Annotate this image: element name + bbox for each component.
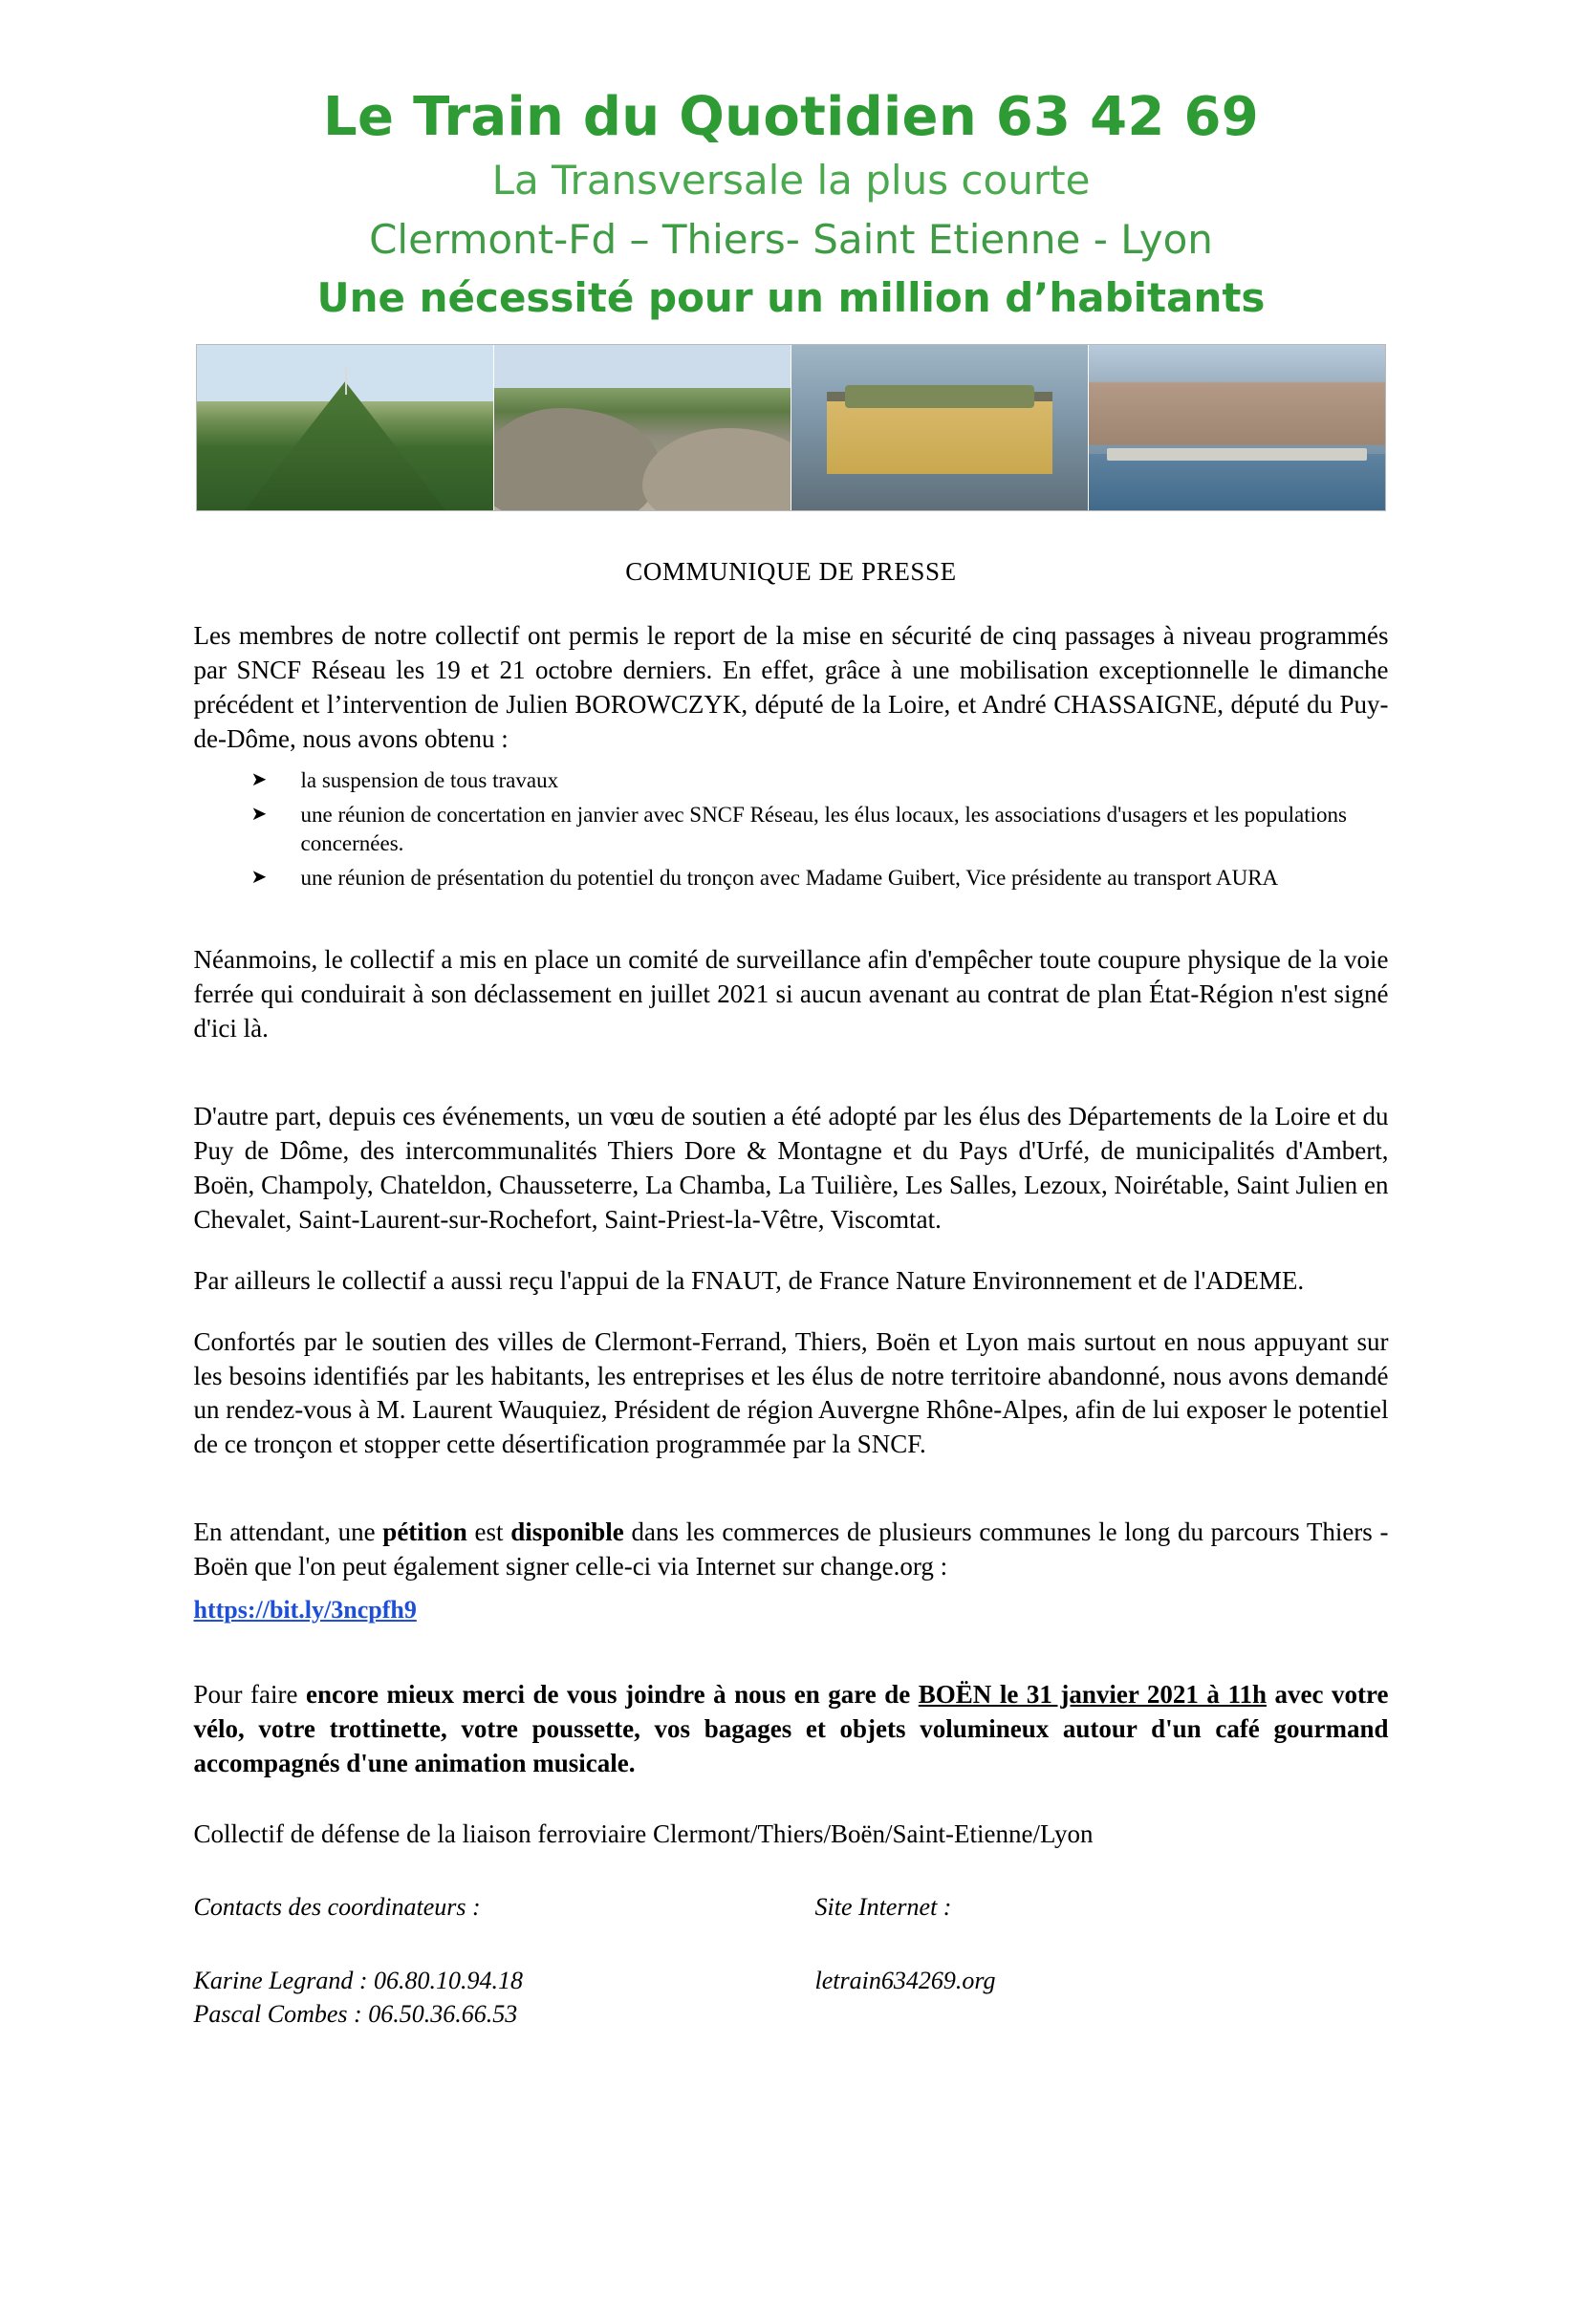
cta-bold-underline: BOËN le 31 janvier 2021 à 11h (918, 1680, 1267, 1710)
petition-text-3: dans les commerces de plusieurs communes le long du parcours Thiers - Boën que l'on peut également signer celle-ci via Internet sur change.org : (193, 1517, 1389, 1582)
photo-lyon (1089, 345, 1385, 510)
contact-person-2: Pascal Combes : 06.50.36.66.53 (193, 1999, 518, 2028)
paragraph-intro: Les membres de notre collectif ont permis le report de la mise en sécurité de cinq passages à niveau programmés par SNCF Réseau les 19 et 21 octobre derniers. En effet, grâce à une mobilisation exceptionnelle le dimanche précédent et l’intervention de Julien BOROWCZYK, député de la Loire, et André CHASSAIGNE, député du Puy-de-Dôme, nous avons obtenu : (193, 621, 1389, 753)
list-item: ➤ une réunion de concertation en janvier avec SNCF Réseau, les élus locaux, les associations d'usagers et les populations concernées. (251, 801, 1389, 858)
photo-stade (791, 345, 1089, 510)
document-body (194, 511, 1389, 2107)
list-item: ➤ la suspension de tous travaux (251, 766, 1389, 795)
contact-person-1: Karine Legrand : 06.80.10.94.18 (193, 1966, 523, 1994)
contacts-details (194, 1964, 1389, 2031)
document-page (0, 88, 1582, 2324)
paragraph-surveillance: Néanmoins, le collectif a mis en place un comité de surveillance afin d'empêcher toute coupure physique de la voie ferrée qui conduirait à son déclassement en juillet 2021 si aucun avenant au contrat de plan État-Région n'est signé d'ici là. (193, 945, 1389, 1044)
photo-strip (196, 344, 1386, 511)
obtained-list (194, 766, 1389, 893)
cta-lead: Pour faire (193, 1680, 307, 1710)
petition-bold-petition: pétition (382, 1517, 467, 1547)
cta-bold-2: avec votre vélo, votre trottinette, votre poussette, vos bagages et objets volumineux autour d'un café gourmand accompagnés d'une animation musicale. (193, 1680, 1389, 1777)
page-title: COMMUNIQUE DE PRESSE (625, 557, 957, 587)
banner-title: Le Train du Quotidien 63 42 69 (323, 86, 1259, 148)
website-address[interactable]: letrain634269.org (814, 1966, 996, 1994)
list-item: ➤ une réunion de présentation du potentiel du tronçon avec Madame Guibert, Vice présidente au transport AURA (251, 864, 1389, 893)
paragraph-fnaut: Par ailleurs le collectif a aussi reçu l'appui de la FNAUT, de France Nature Environnement et de l'ADEME. (193, 1265, 1305, 1295)
paragraph-cta (194, 1678, 1389, 1781)
contacts-label: Contacts des coordinateurs : (193, 1892, 481, 1921)
paragraph-soutien: Confortés par le soutien des villes de Clermont-Ferrand, Thiers, Boën et Lyon mais surtout en nous appuyant sur les besoins identifiés par les habitants, les entreprises et les élus de notre territoire abandonné, nous avons demandé un rendez-vous à M. Laurent Wauquiez, Président de région Auvergne Rhône-Alpes, afin de lui exposer le potentiel de ce tronçon et stopper cette désertification programmée par la SNCF. (193, 1326, 1389, 1459)
photo-rochers (494, 345, 791, 510)
petition-bold-disponible: disponible (510, 1517, 624, 1547)
header-banner (194, 88, 1389, 323)
petition-link[interactable]: https://bit.ly/3ncpfh9 (193, 1596, 417, 1625)
paragraph-petition (194, 1516, 1389, 1584)
petition-text-1: En attendant, une (193, 1517, 383, 1547)
banner-slogan: Une nécessité pour un million d’habitants (316, 273, 1266, 321)
paragraph-voeu: D'autre part, depuis ces événements, un vœu de soutien a été adopté par les élus des Départements de la Loire et du Puy de Dôme, des intercommunalités Thiers Dore & Montagne et du Pays d'Urfé, de municipalités d'Ambert, Boën, Champoly, Chateldon, Chausseterre, La Chamba, La Tuilière, Les Salles, Lezoux, Noirétable, Saint Julien en Chevalet, Saint-Laurent-sur-Rochefort, Saint-Priest-la-Vêtre, Viscomtat. (193, 1102, 1389, 1234)
petition-text-2: est (466, 1517, 511, 1547)
cta-bold-1: encore mieux merci de vous joindre à nous en gare de (306, 1680, 919, 1710)
banner-subtitle: La Transversale la plus courte (491, 156, 1091, 204)
website-label: Site Internet : (814, 1892, 952, 1921)
contacts-header (194, 1893, 1389, 1922)
banner-route: Clermont-Fd – Thiers- Saint Etienne - Lyon (369, 216, 1213, 264)
collective-signature: Collectif de défense de la liaison ferroviaire Clermont/Thiers/Boën/Saint-Etienne/Lyon (193, 1818, 1094, 1848)
photo-puy-de-dome (197, 345, 494, 510)
